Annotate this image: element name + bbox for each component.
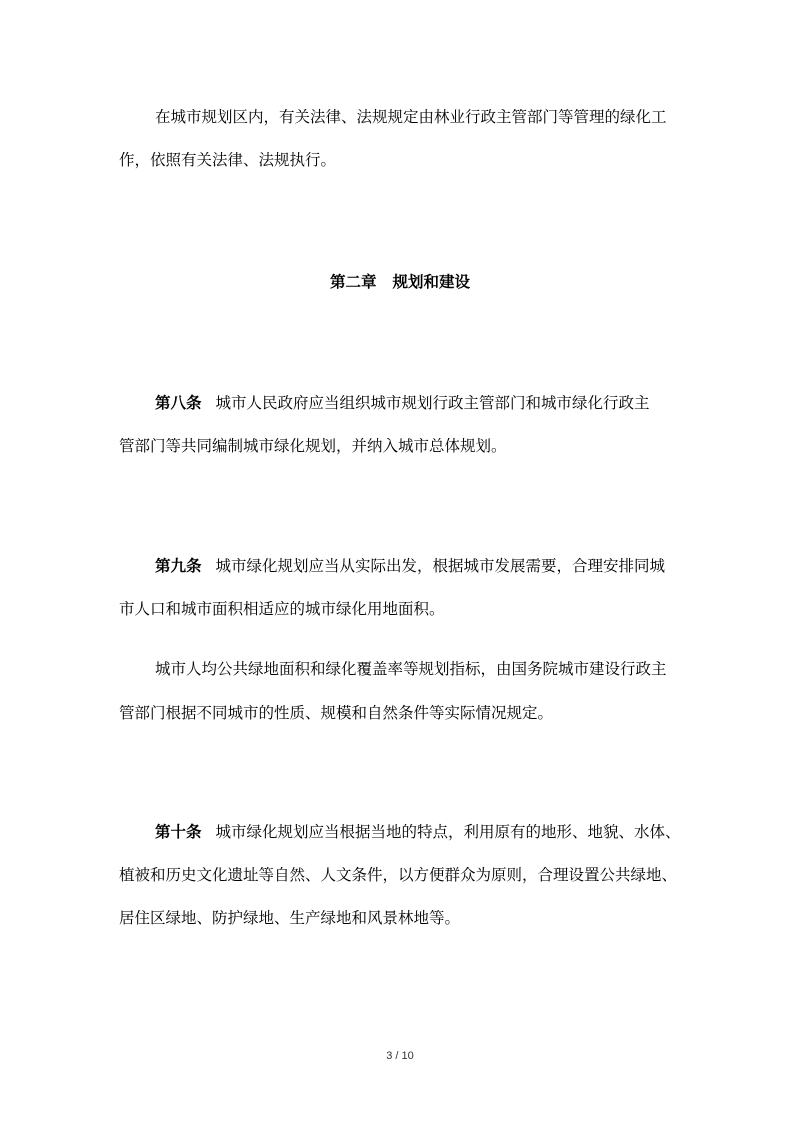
article-8-line-1 <box>0 392 800 414</box>
article-9-para2-line-1: 城市人均公共绿地面积和绿化覆盖率等规划指标，由国务院城市建设行政主 <box>155 660 667 678</box>
article-label: 第十条 <box>155 823 202 841</box>
article-8-line-2: 管部门等共同编制城市绿化规划，并纳入城市总体规划。 <box>119 437 507 455</box>
article-10-line-2: 植被和历史文化遗址等自然、人文条件，以方便群众为原则，合理设置公共绿地、 <box>119 866 678 884</box>
article-text: 城市人民政府应当组织城市规划行政主管部门和城市绿化行政主 <box>215 394 650 412</box>
paragraph-line: 作，依照有关法律、法规执行。 <box>119 151 337 169</box>
chapter-heading <box>0 271 800 293</box>
chapter-number: 第二章 <box>329 273 377 291</box>
article-label: 第九条 <box>155 557 202 575</box>
article-10-line-1 <box>0 821 800 843</box>
page-number: 3 / 10 <box>386 1050 414 1062</box>
article-9-line-2: 市人口和城市面积相适应的城市绿化用地面积。 <box>119 600 445 618</box>
article-9-line-1 <box>0 555 800 577</box>
paragraph-line: 在城市规划区内，有关法律、法规规定由林业行政主管部门等管理的绿化工 <box>155 108 667 126</box>
article-10-line-3: 居住区绿地、防护绿地、生产绿地和风景林地等。 <box>119 909 461 927</box>
article-text: 城市绿化规划应当根据当地的特点，利用原有的地形、地貌、水体、 <box>215 823 681 841</box>
article-text: 城市绿化规划应当从实际出发，根据城市发展需要，合理安排同城 <box>215 557 666 575</box>
chapter-title: 规划和建设 <box>392 273 471 291</box>
article-label: 第八条 <box>155 394 202 412</box>
article-9-para2-line-2: 管部门根据不同城市的性质、规模和自然条件等实际情况规定。 <box>119 704 554 722</box>
